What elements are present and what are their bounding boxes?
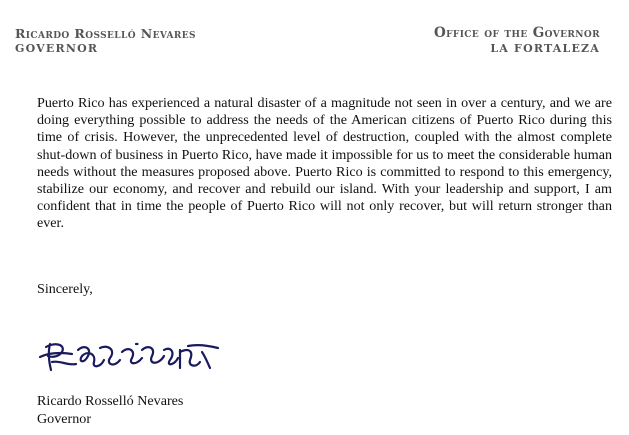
- signer-title: Governor: [37, 411, 92, 427]
- letter-closing: Sincerely,: [37, 281, 93, 297]
- letterhead-governor-name: Ricardo Rosselló Nevares: [15, 26, 196, 41]
- letterhead-governor-title: GOVERNOR: [15, 42, 99, 55]
- signer-block: [37, 392, 183, 428]
- letterhead-left: [15, 26, 196, 56]
- handwritten-signature: [38, 338, 220, 378]
- signer-name: Ricardo Rosselló Nevares: [37, 393, 184, 409]
- letterhead-office-name: Office of the Governor: [433, 25, 600, 41]
- letter-body-paragraph: Puerto Rico has experienced a natural disaster of a magnitude not seen in over a century, and we are doing everything possible to address the needs of the American citizens of Puerto Rico during this time of crisis. However, the unprecedented level of destruction, coupled with the almost complete shut-down of business in Puerto Rico, have made it impossible for us to meet the considerable human needs without the measures proposed above. Puerto Rico is committed to respond to this emergency, stabilize our economy, and recover and rebuild our island. With your leadership and support, I am confident that in time the people of Puerto Rico will not only recover, but will return stronger than ever.: [37, 95, 612, 232]
- letterhead-office-location: LA FORTALEZA: [490, 42, 600, 55]
- letterhead-right: [434, 26, 600, 56]
